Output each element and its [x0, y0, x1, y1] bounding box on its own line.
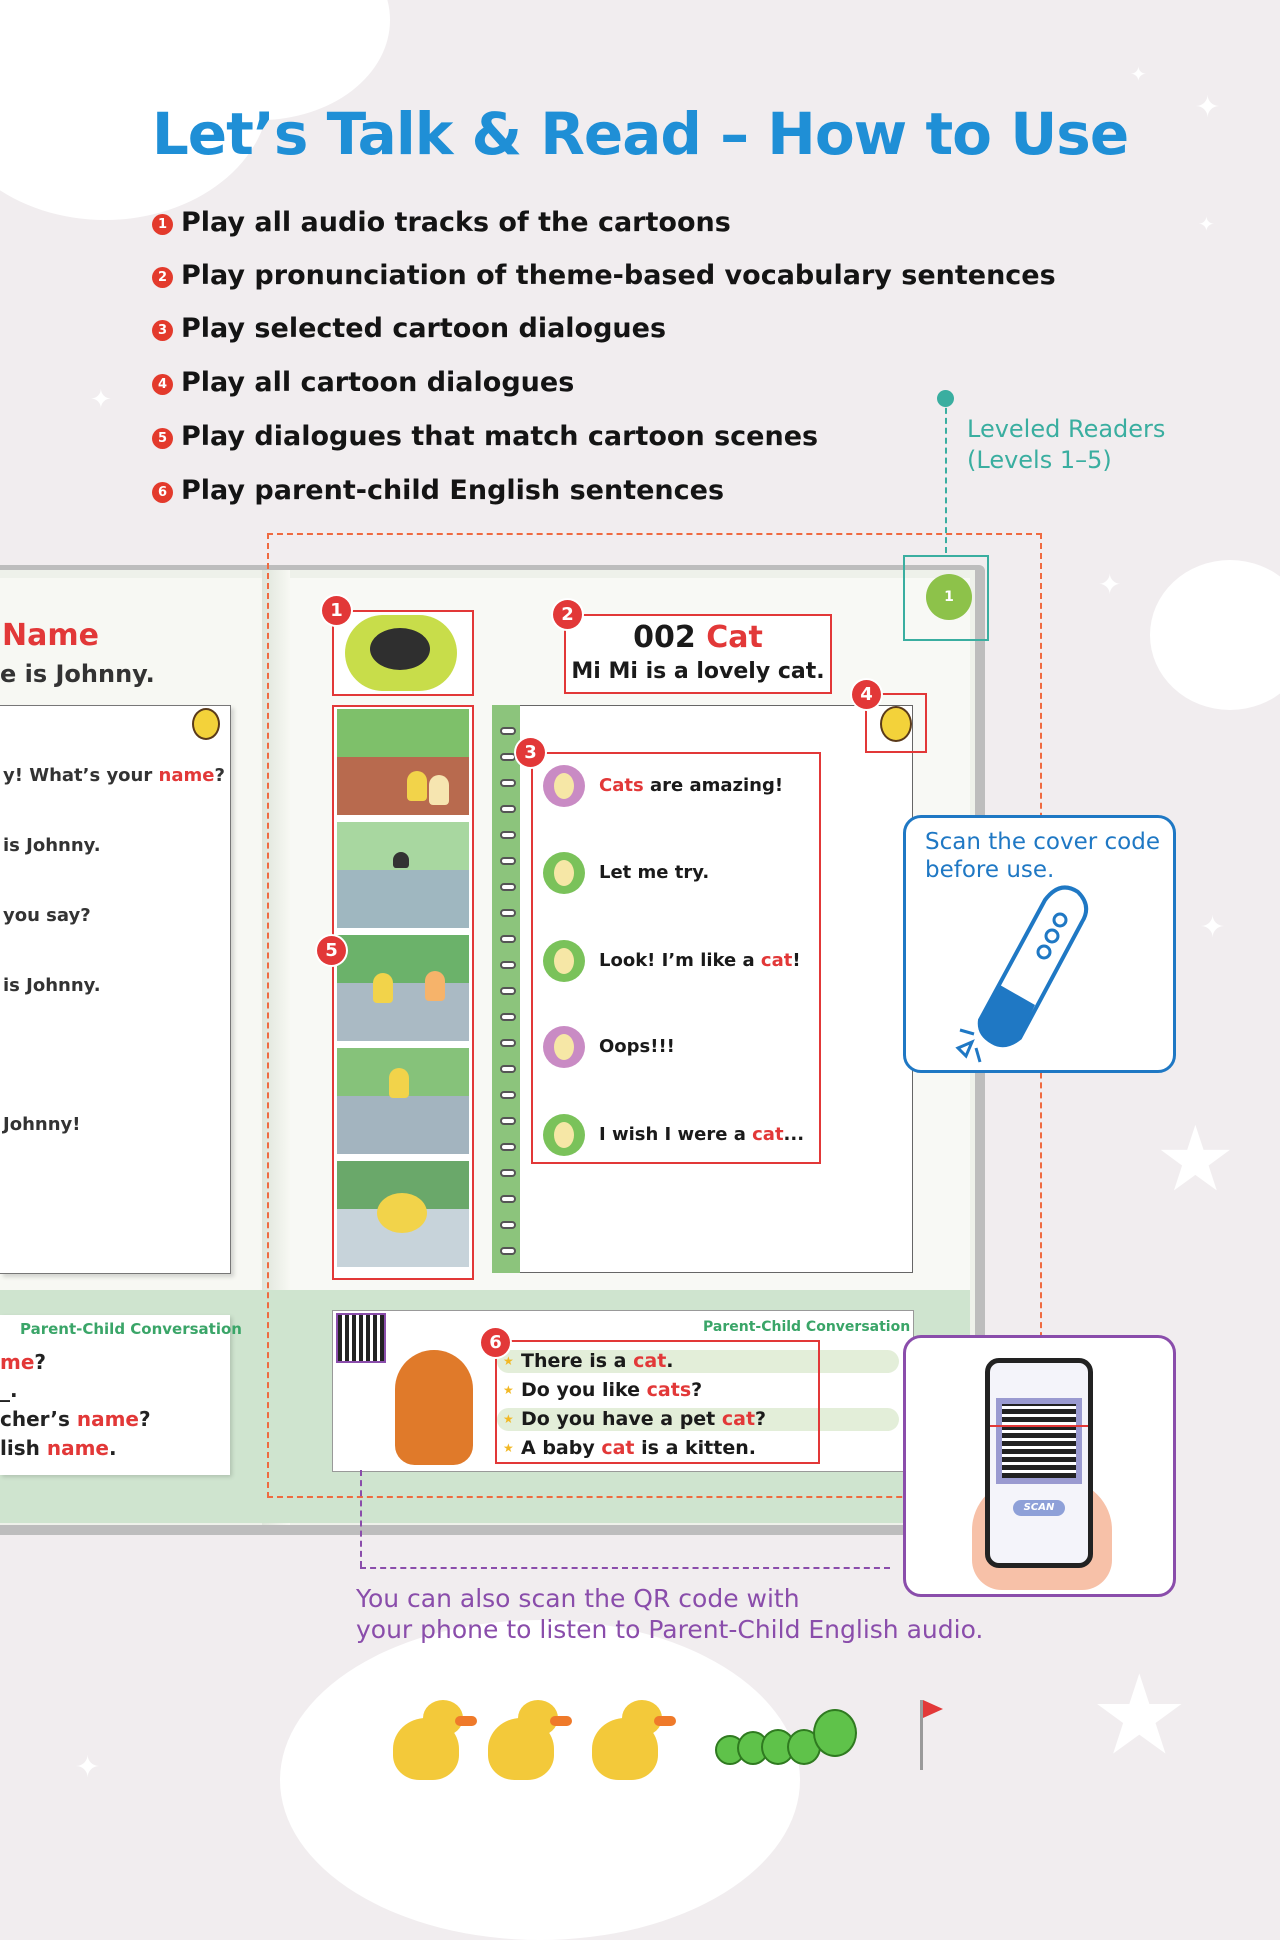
- step-number: 6: [152, 482, 173, 503]
- callout-line: [945, 398, 947, 553]
- qr-code[interactable]: [336, 1313, 386, 1363]
- speaker-avatar: [543, 1114, 585, 1156]
- reading-pen-icon: [940, 870, 1100, 1065]
- star-icon: ★: [1090, 1651, 1189, 1779]
- cartoon-scene[interactable]: [337, 935, 469, 1041]
- lesson-title-hotspot[interactable]: [564, 614, 832, 694]
- line-keyword: me: [0, 1350, 35, 1374]
- dialogue-text: Oops!!!: [599, 1036, 675, 1057]
- line-text: .: [108, 1436, 117, 1460]
- speaker-avatar: [543, 940, 585, 982]
- dialogue-text: ...: [783, 1124, 805, 1145]
- left-conversation-line: [0, 1436, 117, 1460]
- step-number: 1: [152, 214, 173, 235]
- qr-note-line2: your phone to listen to Parent-Child English audio.: [356, 1615, 984, 1644]
- dialogue-text: !: [792, 950, 801, 971]
- left-dialogue-line: is Johnny.: [3, 835, 101, 856]
- step-text: Play all cartoon dialogues: [181, 367, 575, 398]
- marker-3: 3: [516, 738, 545, 767]
- duck-illustration: [592, 1700, 682, 1780]
- left-conversation-line: [0, 1350, 46, 1374]
- step-text: Play selected cartoon dialogues: [181, 313, 667, 344]
- marker-2: 2: [553, 600, 582, 629]
- duck-illustration: [488, 1700, 578, 1780]
- sparkle-icon: ✦: [1195, 90, 1221, 125]
- step-number: 2: [152, 267, 173, 288]
- line-text: y! What’s your: [3, 765, 159, 786]
- dialogue-keyword: cat: [760, 950, 793, 971]
- line-text: cher’s: [0, 1407, 77, 1431]
- step-number: 3: [152, 320, 173, 341]
- sentence-text: is a kitten.: [634, 1437, 756, 1459]
- background-cloud: [280, 1620, 800, 1940]
- dialogue-hotspot-area[interactable]: [531, 752, 821, 1164]
- scan-button: SCAN: [1013, 1500, 1065, 1516]
- star-icon: ★: [1155, 1107, 1236, 1212]
- step-2: [152, 256, 1056, 296]
- dialogue-line[interactable]: [543, 1112, 804, 1158]
- sentence-keyword: cat: [601, 1437, 635, 1459]
- kangaroo-image: [395, 1350, 473, 1465]
- scan-cover-line2: before use.: [925, 857, 1055, 883]
- line-keyword: name: [76, 1407, 139, 1431]
- notebook-binding: [492, 705, 520, 1273]
- star-bullet-icon: ★: [503, 1354, 514, 1368]
- step-3: [152, 309, 666, 349]
- dialogue-line[interactable]: [543, 850, 709, 896]
- step-text: Play dialogues that match cartoon scenes: [181, 421, 819, 452]
- line-text: ?: [214, 765, 225, 786]
- phone-qr-code: [996, 1398, 1082, 1484]
- cartoon-scene[interactable]: [337, 1048, 469, 1154]
- line-text: ?: [34, 1350, 47, 1374]
- dialogue-text: Let me try.: [599, 862, 710, 883]
- speaker-avatar: [543, 765, 585, 807]
- left-page-title: Name: [2, 618, 99, 653]
- sentence-keyword: cat: [633, 1350, 667, 1372]
- leveled-readers-line2: (Levels 1–5): [967, 446, 1112, 474]
- line-text: ?: [138, 1407, 151, 1431]
- qr-note: [356, 1583, 983, 1645]
- left-dialogue-line: Johnny!: [3, 1114, 81, 1135]
- star-bullet-icon: ★: [503, 1441, 514, 1455]
- dog-icon: [192, 708, 220, 740]
- step-number: 4: [152, 374, 173, 395]
- step-1: [152, 203, 731, 243]
- marker-1: 1: [322, 596, 351, 625]
- step-number: 5: [152, 428, 173, 449]
- lesson-sentence: Mi Mi is a lovely cat.: [571, 659, 825, 684]
- dialogue-line[interactable]: [543, 763, 783, 809]
- left-conversation-label: Parent-Child Conversation: [20, 1320, 242, 1338]
- speaker-avatar: [543, 852, 585, 894]
- background-cloud: [1150, 560, 1280, 710]
- line-keyword: name: [158, 765, 215, 786]
- left-conversation-line: [0, 1407, 151, 1431]
- flag-icon: [923, 1700, 943, 1718]
- sentence-keyword: cat: [721, 1408, 756, 1430]
- sentence-text: There is a: [521, 1350, 634, 1372]
- marker-5: 5: [317, 936, 346, 965]
- page-number-badge: 1: [926, 574, 972, 620]
- sparkle-icon: ✦: [1098, 568, 1122, 601]
- page-title: Let’s Talk & Read – How to Use: [151, 100, 1129, 168]
- sentence-text: .: [666, 1350, 674, 1372]
- dialogue-keyword: cat: [752, 1124, 784, 1145]
- cartoon-scene-strip[interactable]: [332, 705, 474, 1280]
- qr-note-line1: You can also scan the QR code with: [356, 1584, 800, 1613]
- scan-line: [990, 1425, 1088, 1427]
- sentence-text: Do you have a pet: [521, 1408, 722, 1430]
- marker-4: 4: [852, 680, 881, 709]
- sparkle-icon: ✦: [75, 1750, 101, 1785]
- star-bullet-icon: ★: [503, 1383, 514, 1397]
- sparkle-icon: ✦: [1130, 62, 1147, 86]
- dialogue-text: are amazing!: [643, 775, 784, 796]
- step-5: [152, 417, 818, 457]
- dog-icon: [880, 706, 912, 742]
- lesson-word: Cat: [706, 620, 763, 655]
- speaker-avatar: [543, 1026, 585, 1068]
- leveled-readers-line1: Leveled Readers: [967, 415, 1166, 443]
- dialogue-line[interactable]: [543, 938, 801, 984]
- duck-illustration: [393, 1700, 483, 1780]
- scan-cover-line1: Scan the cover code: [925, 829, 1160, 855]
- line-text: lish: [0, 1436, 47, 1460]
- cat-character-image: [370, 628, 430, 670]
- lesson-number: 002: [633, 620, 696, 655]
- left-page-subtitle: e is Johnny.: [0, 660, 155, 688]
- sentence-keyword: cats: [646, 1379, 692, 1401]
- dialogue-keyword: Cats: [599, 775, 644, 796]
- step-text: Play all audio tracks of the cartoons: [181, 207, 731, 238]
- dialogue-line[interactable]: [543, 1024, 675, 1070]
- dialogue-text: I wish I were a: [599, 1124, 753, 1145]
- sparkle-icon: ✦: [1200, 910, 1226, 945]
- sparkle-icon: ✦: [90, 385, 112, 415]
- cartoon-scene[interactable]: [337, 709, 469, 815]
- caterpillar-illustration: [715, 1705, 865, 1775]
- parent-child-label: Parent-Child Conversation: [703, 1319, 911, 1335]
- sentence-text: ?: [691, 1379, 703, 1401]
- qr-callout-line: [360, 1567, 890, 1569]
- leveled-readers-label: [967, 414, 1165, 476]
- parent-child-hotspot: [495, 1340, 820, 1464]
- left-dialogue-line: is Johnny.: [3, 975, 101, 996]
- step-text: Play parent-child English sentences: [181, 475, 725, 506]
- left-dialogue-line: you say?: [3, 905, 91, 926]
- star-bullet-icon: ★: [503, 1412, 514, 1426]
- left-dialogue-line: [3, 765, 225, 786]
- sparkle-icon: ✦: [1198, 212, 1215, 236]
- qr-callout-line: [360, 1470, 362, 1567]
- sentence-text: ?: [755, 1408, 767, 1430]
- step-text: Play pronunciation of theme-based vocabulary sentences: [181, 260, 1056, 291]
- sentence-text: A baby: [521, 1437, 602, 1459]
- marker-6: 6: [481, 1328, 510, 1357]
- step-6: [152, 471, 724, 511]
- left-conversation-line: _.: [0, 1378, 18, 1402]
- cartoon-scene[interactable]: [337, 822, 469, 928]
- dialogue-text: Look! I’m like a: [599, 950, 761, 971]
- lesson-title: [566, 620, 830, 655]
- step-4: [152, 363, 574, 403]
- sentence-text: Do you like: [521, 1379, 647, 1401]
- line-keyword: name: [46, 1436, 109, 1460]
- cartoon-scene[interactable]: [337, 1161, 469, 1267]
